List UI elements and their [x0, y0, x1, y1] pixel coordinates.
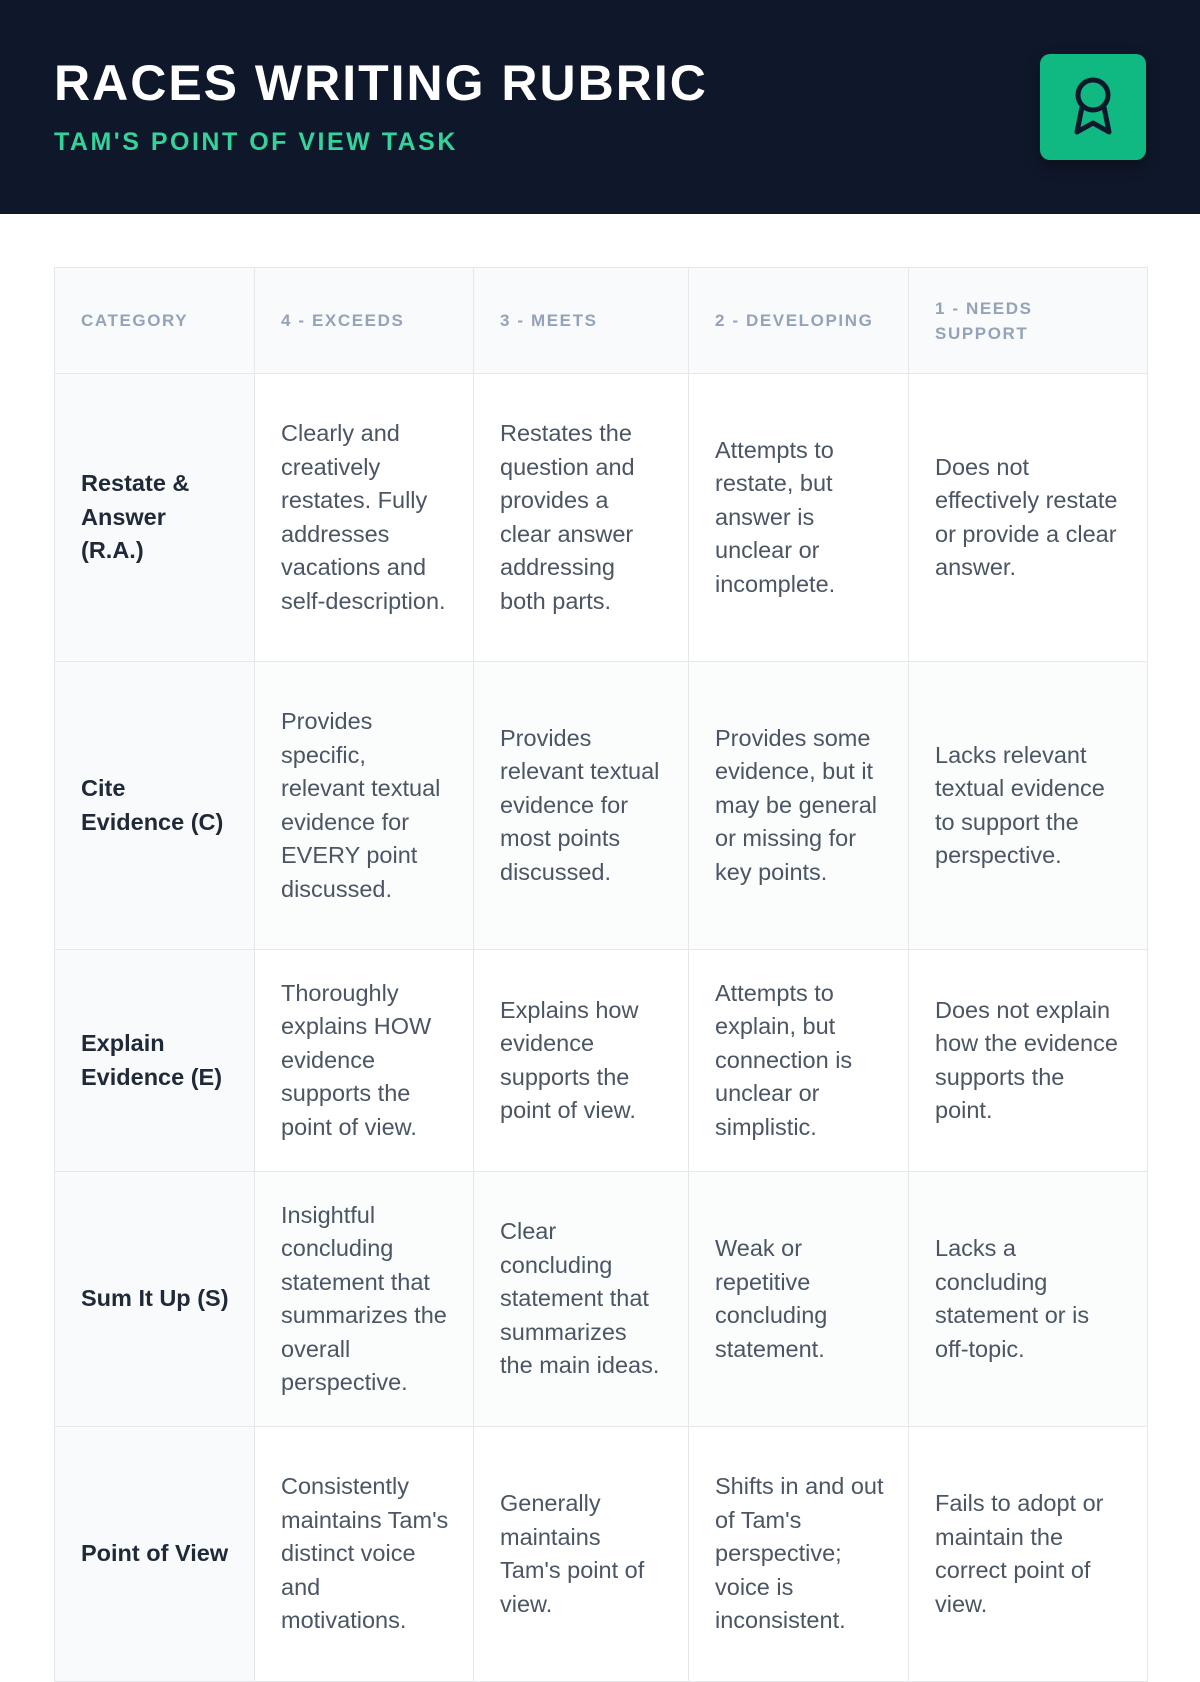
column-header-developing: 2 - DEVELOPING	[689, 268, 909, 374]
row-category: Point of View	[55, 1427, 255, 1682]
cell-exceeds: Thoroughly explains HOW evidence supports the point of view.	[255, 950, 474, 1172]
cell-needs-support: Does not explain how the evidence supports the point.	[909, 950, 1148, 1172]
page-title: RACES WRITING RUBRIC	[54, 55, 708, 111]
award-badge	[1040, 54, 1146, 160]
cell-developing: Weak or repetitive concluding statement.	[689, 1172, 909, 1427]
cell-meets: Restates the question and provides a clear answer addressing both parts.	[474, 374, 689, 662]
page-subtitle: TAM'S POINT OF VIEW TASK	[54, 128, 458, 156]
cell-exceeds: Clearly and creatively restates. Fully addresses vacations and self-description.	[255, 374, 474, 662]
column-header-needs-support: 1 - NEEDS SUPPORT	[909, 268, 1148, 374]
table-row	[55, 950, 1148, 1172]
table-row	[55, 374, 1148, 662]
cell-exceeds: Provides specific, relevant textual evidence for EVERY point discussed.	[255, 662, 474, 950]
cell-developing: Attempts to restate, but answer is unclear or incomplete.	[689, 374, 909, 662]
cell-developing: Provides some evidence, but it may be general or missing for key points.	[689, 662, 909, 950]
cell-meets: Generally maintains Tam's point of view.	[474, 1427, 689, 1682]
page-header	[0, 0, 1200, 214]
table-header-row	[55, 268, 1148, 374]
cell-meets: Explains how evidence supports the point of view.	[474, 950, 689, 1172]
table-row	[55, 1427, 1148, 1682]
cell-needs-support: Fails to adopt or maintain the correct point of view.	[909, 1427, 1148, 1682]
table-row	[55, 1172, 1148, 1427]
column-header-exceeds: 4 - EXCEEDS	[255, 268, 474, 374]
rubric-table	[54, 267, 1148, 1682]
cell-developing: Attempts to explain, but connection is unclear or simplistic.	[689, 950, 909, 1172]
cell-exceeds: Insightful concluding statement that summarizes the overall perspective.	[255, 1172, 474, 1427]
column-header-meets: 3 - MEETS	[474, 268, 689, 374]
cell-needs-support: Lacks a concluding statement or is off-topic.	[909, 1172, 1148, 1427]
award-ribbon-icon	[1070, 76, 1116, 138]
cell-needs-support: Does not effectively restate or provide a clear answer.	[909, 374, 1148, 662]
cell-needs-support: Lacks relevant textual evidence to support the perspective.	[909, 662, 1148, 950]
row-category: Cite Evidence (C)	[55, 662, 255, 950]
row-category: Sum It Up (S)	[55, 1172, 255, 1427]
cell-exceeds: Consistently maintains Tam's distinct voice and motivations.	[255, 1427, 474, 1682]
cell-meets: Clear concluding statement that summarizes the main ideas.	[474, 1172, 689, 1427]
row-category: Restate & Answer (R.A.)	[55, 374, 255, 662]
column-header-category: CATEGORY	[55, 268, 255, 374]
table-row	[55, 662, 1148, 950]
row-category: Explain Evidence (E)	[55, 950, 255, 1172]
cell-meets: Provides relevant textual evidence for most points discussed.	[474, 662, 689, 950]
cell-developing: Shifts in and out of Tam's perspective; voice is inconsistent.	[689, 1427, 909, 1682]
rubric-table-container	[54, 267, 1147, 1682]
